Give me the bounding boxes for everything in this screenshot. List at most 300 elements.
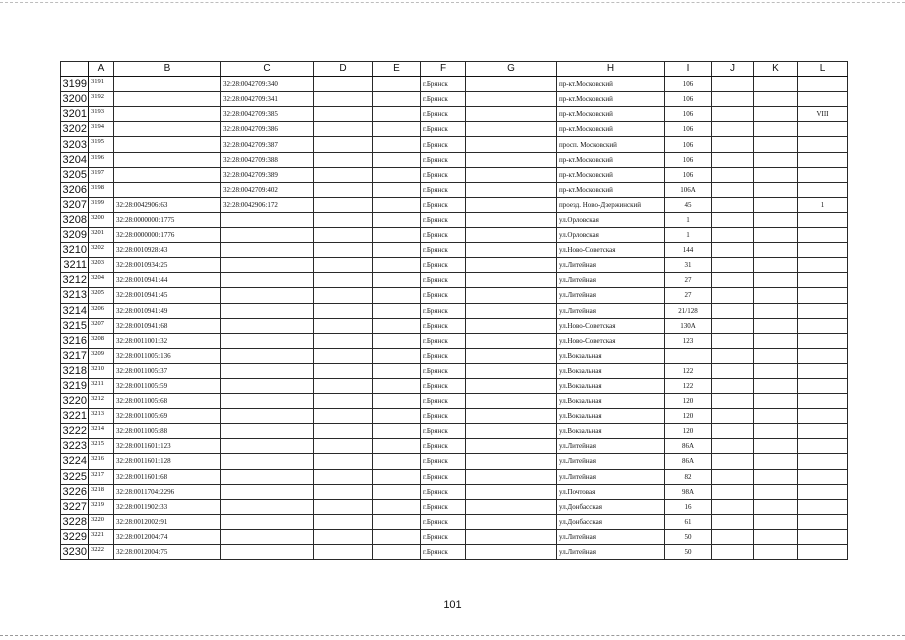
- cell-e: [373, 514, 421, 529]
- cell-c: 32:28:0042709:385: [221, 107, 314, 122]
- cell-g: [466, 378, 557, 393]
- cell-a: 3221: [89, 529, 114, 544]
- cell-l: [798, 152, 848, 167]
- table-row: [61, 92, 848, 107]
- cell-l: [798, 182, 848, 197]
- row-number: 3227: [61, 499, 89, 514]
- table-row: [61, 273, 848, 288]
- cell-e: [373, 333, 421, 348]
- cell-e: [373, 363, 421, 378]
- cell-i: 21/128: [665, 303, 712, 318]
- cell-k: [754, 514, 798, 529]
- cell-b: 32:28:0011601:68: [114, 469, 221, 484]
- cell-c: [221, 258, 314, 273]
- cell-g: [466, 303, 557, 318]
- cell-e: [373, 439, 421, 454]
- cell-a: 3193: [89, 107, 114, 122]
- cell-h: пр-кт.Московский: [557, 152, 665, 167]
- cell-i: 45: [665, 197, 712, 212]
- cell-l: [798, 529, 848, 544]
- cell-b: 32:28:0011005:136: [114, 348, 221, 363]
- cell-c: [221, 529, 314, 544]
- cell-j: [712, 514, 754, 529]
- cell-l: [798, 454, 848, 469]
- row-number: 3218: [61, 363, 89, 378]
- cell-a: 3196: [89, 152, 114, 167]
- cell-d: [314, 454, 373, 469]
- cell-f: г.Брянск: [421, 514, 466, 529]
- column-header: L: [798, 62, 848, 77]
- cell-f: г.Брянск: [421, 273, 466, 288]
- cell-j: [712, 333, 754, 348]
- row-number: 3199: [61, 77, 89, 92]
- cell-k: [754, 122, 798, 137]
- cell-e: [373, 499, 421, 514]
- cell-l: [798, 363, 848, 378]
- cell-g: [466, 137, 557, 152]
- cell-a: 3211: [89, 378, 114, 393]
- cell-h: ул.Ново-Советская: [557, 333, 665, 348]
- cell-c: 32:28:0042709:388: [221, 152, 314, 167]
- cell-g: [466, 92, 557, 107]
- cell-d: [314, 77, 373, 92]
- cell-j: [712, 92, 754, 107]
- cell-k: [754, 288, 798, 303]
- cell-a: 3204: [89, 273, 114, 288]
- row-number: 3224: [61, 454, 89, 469]
- column-header: G: [466, 62, 557, 77]
- cell-j: [712, 529, 754, 544]
- cell-a: 3216: [89, 454, 114, 469]
- cell-g: [466, 394, 557, 409]
- cell-h: ул.Орловская: [557, 212, 665, 227]
- cell-a: 3210: [89, 363, 114, 378]
- cell-k: [754, 469, 798, 484]
- table-row: [61, 258, 848, 273]
- cell-f: г.Брянск: [421, 167, 466, 182]
- cell-e: [373, 303, 421, 318]
- cell-k: [754, 107, 798, 122]
- row-number: 3229: [61, 529, 89, 544]
- cell-f: г.Брянск: [421, 469, 466, 484]
- table-row: [61, 499, 848, 514]
- cell-i: 106: [665, 92, 712, 107]
- cell-e: [373, 92, 421, 107]
- table-row: [61, 529, 848, 544]
- cell-b: [114, 107, 221, 122]
- cell-h: ул.Литейная: [557, 258, 665, 273]
- cell-e: [373, 77, 421, 92]
- table-row: [61, 303, 848, 318]
- page-number: 101: [443, 599, 462, 611]
- cell-b: 32:28:0000000:1775: [114, 212, 221, 227]
- cell-f: г.Брянск: [421, 288, 466, 303]
- table-row: [61, 167, 848, 182]
- cell-c: [221, 333, 314, 348]
- cell-l: [798, 92, 848, 107]
- cell-d: [314, 439, 373, 454]
- table-row: [61, 333, 848, 348]
- table-row: [61, 77, 848, 92]
- cell-h: пр-кт.Московский: [557, 167, 665, 182]
- column-header: K: [754, 62, 798, 77]
- cell-j: [712, 258, 754, 273]
- cell-i: 27: [665, 273, 712, 288]
- cell-j: [712, 348, 754, 363]
- cell-c: 32:28:0042709:386: [221, 122, 314, 137]
- cell-e: [373, 197, 421, 212]
- cell-k: [754, 348, 798, 363]
- cell-a: 3220: [89, 514, 114, 529]
- cell-k: [754, 197, 798, 212]
- cell-k: [754, 137, 798, 152]
- cell-f: г.Брянск: [421, 182, 466, 197]
- cell-a: 3202: [89, 243, 114, 258]
- cell-c: [221, 228, 314, 243]
- cell-b: 32:28:0010941:49: [114, 303, 221, 318]
- cell-e: [373, 378, 421, 393]
- row-number: 3211: [61, 258, 89, 273]
- cell-i: 120: [665, 409, 712, 424]
- cell-k: [754, 454, 798, 469]
- cell-f: г.Брянск: [421, 197, 466, 212]
- cell-f: г.Брянск: [421, 439, 466, 454]
- cell-j: [712, 273, 754, 288]
- cell-g: [466, 243, 557, 258]
- cell-j: [712, 167, 754, 182]
- corner-cell: [61, 62, 89, 77]
- cell-i: 1: [665, 228, 712, 243]
- cell-h: ул.Литейная: [557, 545, 665, 560]
- row-number: 3220: [61, 394, 89, 409]
- cell-b: 32:28:0011005:69: [114, 409, 221, 424]
- cell-l: VIII: [798, 107, 848, 122]
- cell-b: [114, 137, 221, 152]
- cell-b: [114, 167, 221, 182]
- cell-d: [314, 545, 373, 560]
- cell-b: 32:28:0011704:2296: [114, 484, 221, 499]
- row-number: 3209: [61, 228, 89, 243]
- cell-c: [221, 212, 314, 227]
- cell-l: [798, 394, 848, 409]
- cell-i: 106: [665, 167, 712, 182]
- cell-l: [798, 303, 848, 318]
- cell-f: г.Брянск: [421, 333, 466, 348]
- cell-h: ул.Вокзальная: [557, 424, 665, 439]
- table-row: [61, 409, 848, 424]
- cell-h: ул.Вокзальная: [557, 409, 665, 424]
- cell-d: [314, 394, 373, 409]
- cell-a: 3201: [89, 228, 114, 243]
- cell-a: 3206: [89, 303, 114, 318]
- cell-l: [798, 137, 848, 152]
- cell-j: [712, 318, 754, 333]
- cell-h: ул.Вокзальная: [557, 394, 665, 409]
- cell-k: [754, 318, 798, 333]
- row-number: 3210: [61, 243, 89, 258]
- cell-b: 32:28:0000000:1776: [114, 228, 221, 243]
- cell-l: [798, 378, 848, 393]
- cell-d: [314, 122, 373, 137]
- cell-k: [754, 273, 798, 288]
- cell-b: 32:28:0012002:91: [114, 514, 221, 529]
- cell-f: г.Брянск: [421, 303, 466, 318]
- cell-j: [712, 545, 754, 560]
- table-row: [61, 228, 848, 243]
- cell-c: [221, 499, 314, 514]
- cell-h: ул.Литейная: [557, 288, 665, 303]
- cell-c: [221, 318, 314, 333]
- cell-b: 32:28:0042906:63: [114, 197, 221, 212]
- cell-b: 32:28:0011601:123: [114, 439, 221, 454]
- column-header: D: [314, 62, 373, 77]
- cell-h: ул.Вокзальная: [557, 378, 665, 393]
- cell-e: [373, 288, 421, 303]
- cell-e: [373, 424, 421, 439]
- cell-b: [114, 152, 221, 167]
- cell-k: [754, 378, 798, 393]
- cell-k: [754, 333, 798, 348]
- cell-a: 3214: [89, 424, 114, 439]
- cell-c: [221, 484, 314, 499]
- cell-e: [373, 152, 421, 167]
- cell-k: [754, 243, 798, 258]
- row-number: 3228: [61, 514, 89, 529]
- cell-d: [314, 514, 373, 529]
- cell-h: пр-кт.Московский: [557, 107, 665, 122]
- cell-i: 50: [665, 545, 712, 560]
- cell-i: 123: [665, 333, 712, 348]
- table-row: [61, 439, 848, 454]
- cell-d: [314, 363, 373, 378]
- cell-g: [466, 529, 557, 544]
- cell-k: [754, 258, 798, 273]
- cell-j: [712, 182, 754, 197]
- cell-a: 3192: [89, 92, 114, 107]
- column-header: H: [557, 62, 665, 77]
- row-number: 3215: [61, 318, 89, 333]
- cell-l: 1: [798, 197, 848, 212]
- cell-k: [754, 499, 798, 514]
- cell-f: г.Брянск: [421, 228, 466, 243]
- cell-i: 106: [665, 152, 712, 167]
- cell-j: [712, 394, 754, 409]
- row-number: 3207: [61, 197, 89, 212]
- cell-i: 82: [665, 469, 712, 484]
- cell-g: [466, 439, 557, 454]
- row-number: 3205: [61, 167, 89, 182]
- cell-g: [466, 273, 557, 288]
- cell-j: [712, 454, 754, 469]
- cell-i: 106: [665, 122, 712, 137]
- cell-g: [466, 152, 557, 167]
- cell-b: [114, 182, 221, 197]
- cell-e: [373, 348, 421, 363]
- table-row: [61, 424, 848, 439]
- cell-j: [712, 243, 754, 258]
- cell-h: пр-кт.Московский: [557, 77, 665, 92]
- cell-g: [466, 454, 557, 469]
- cell-b: 32:28:0011001:32: [114, 333, 221, 348]
- cell-k: [754, 363, 798, 378]
- cell-g: [466, 348, 557, 363]
- cell-l: [798, 243, 848, 258]
- table-row: [61, 152, 848, 167]
- row-number: 3216: [61, 333, 89, 348]
- cell-c: [221, 348, 314, 363]
- cell-b: 32:28:0010941:68: [114, 318, 221, 333]
- spreadsheet-table: [60, 61, 848, 560]
- cell-c: [221, 288, 314, 303]
- cell-f: г.Брянск: [421, 348, 466, 363]
- cell-b: 32:28:0010941:45: [114, 288, 221, 303]
- column-header-row: [61, 62, 848, 77]
- cell-h: ул.Почтовая: [557, 484, 665, 499]
- cell-e: [373, 228, 421, 243]
- cell-i: 120: [665, 424, 712, 439]
- cell-d: [314, 424, 373, 439]
- cell-a: 3217: [89, 469, 114, 484]
- cell-b: 32:28:0012004:75: [114, 545, 221, 560]
- cell-h: ул.Литейная: [557, 529, 665, 544]
- cell-c: [221, 303, 314, 318]
- cell-e: [373, 258, 421, 273]
- cell-k: [754, 545, 798, 560]
- table-row: [61, 212, 848, 227]
- cell-b: 32:28:0011005:37: [114, 363, 221, 378]
- cell-a: 3191: [89, 77, 114, 92]
- cell-i: [665, 348, 712, 363]
- cell-h: ул.Ново-Советская: [557, 318, 665, 333]
- table-row: [61, 484, 848, 499]
- cell-j: [712, 484, 754, 499]
- cell-d: [314, 378, 373, 393]
- cell-b: [114, 92, 221, 107]
- table-row: [61, 363, 848, 378]
- row-number: 3230: [61, 545, 89, 560]
- cell-l: [798, 318, 848, 333]
- cell-i: 27: [665, 288, 712, 303]
- cell-h: ул.Литейная: [557, 469, 665, 484]
- cell-a: 3197: [89, 167, 114, 182]
- cell-f: г.Брянск: [421, 394, 466, 409]
- cell-k: [754, 439, 798, 454]
- table-row: [61, 545, 848, 560]
- cell-e: [373, 243, 421, 258]
- cell-d: [314, 212, 373, 227]
- cell-f: г.Брянск: [421, 499, 466, 514]
- cell-e: [373, 273, 421, 288]
- cell-f: г.Брянск: [421, 545, 466, 560]
- cell-h: пр-кт.Московский: [557, 182, 665, 197]
- table-row: [61, 454, 848, 469]
- cell-k: [754, 529, 798, 544]
- cell-l: [798, 288, 848, 303]
- cell-i: 86А: [665, 439, 712, 454]
- cell-c: [221, 243, 314, 258]
- cell-g: [466, 499, 557, 514]
- row-number: 3213: [61, 288, 89, 303]
- column-header: J: [712, 62, 754, 77]
- cell-f: г.Брянск: [421, 107, 466, 122]
- table-row: [61, 318, 848, 333]
- cell-e: [373, 318, 421, 333]
- cell-l: [798, 228, 848, 243]
- cell-g: [466, 228, 557, 243]
- cell-f: г.Брянск: [421, 243, 466, 258]
- cell-k: [754, 303, 798, 318]
- cell-j: [712, 152, 754, 167]
- row-number: 3222: [61, 424, 89, 439]
- cell-d: [314, 484, 373, 499]
- row-number: 3204: [61, 152, 89, 167]
- cell-d: [314, 107, 373, 122]
- row-number: 3201: [61, 107, 89, 122]
- cell-i: 1: [665, 212, 712, 227]
- cell-b: 32:28:0011902:33: [114, 499, 221, 514]
- cell-j: [712, 212, 754, 227]
- cell-l: [798, 212, 848, 227]
- cell-j: [712, 363, 754, 378]
- cell-d: [314, 152, 373, 167]
- cell-k: [754, 212, 798, 227]
- cell-h: ул.Ново-Советская: [557, 243, 665, 258]
- cell-g: [466, 409, 557, 424]
- cell-a: 3207: [89, 318, 114, 333]
- cell-g: [466, 182, 557, 197]
- cell-e: [373, 137, 421, 152]
- table-row: [61, 378, 848, 393]
- cell-h: просп. Московский: [557, 137, 665, 152]
- cell-g: [466, 484, 557, 499]
- cell-d: [314, 273, 373, 288]
- cell-g: [466, 363, 557, 378]
- cell-l: [798, 424, 848, 439]
- cell-c: [221, 514, 314, 529]
- cell-e: [373, 529, 421, 544]
- cell-c: 32:28:0042709:341: [221, 92, 314, 107]
- cell-d: [314, 197, 373, 212]
- cell-j: [712, 137, 754, 152]
- cell-c: [221, 273, 314, 288]
- table-row: [61, 514, 848, 529]
- cell-f: г.Брянск: [421, 92, 466, 107]
- cell-c: 32:28:0042709:389: [221, 167, 314, 182]
- cell-e: [373, 394, 421, 409]
- cell-d: [314, 243, 373, 258]
- cell-c: [221, 545, 314, 560]
- column-header: A: [89, 62, 114, 77]
- cell-l: [798, 348, 848, 363]
- cell-h: проезд. Ново-Дзержинский: [557, 197, 665, 212]
- row-number: 3203: [61, 137, 89, 152]
- cell-i: 16: [665, 499, 712, 514]
- cell-c: 32:28:0042709:340: [221, 77, 314, 92]
- cell-b: [114, 77, 221, 92]
- cell-k: [754, 409, 798, 424]
- cell-g: [466, 318, 557, 333]
- cell-c: [221, 454, 314, 469]
- cell-j: [712, 499, 754, 514]
- cell-d: [314, 182, 373, 197]
- cell-h: ул.Орловская: [557, 228, 665, 243]
- cell-f: г.Брянск: [421, 409, 466, 424]
- cell-i: 144: [665, 243, 712, 258]
- cell-b: [114, 122, 221, 137]
- cell-k: [754, 484, 798, 499]
- table-row: [61, 197, 848, 212]
- cell-g: [466, 288, 557, 303]
